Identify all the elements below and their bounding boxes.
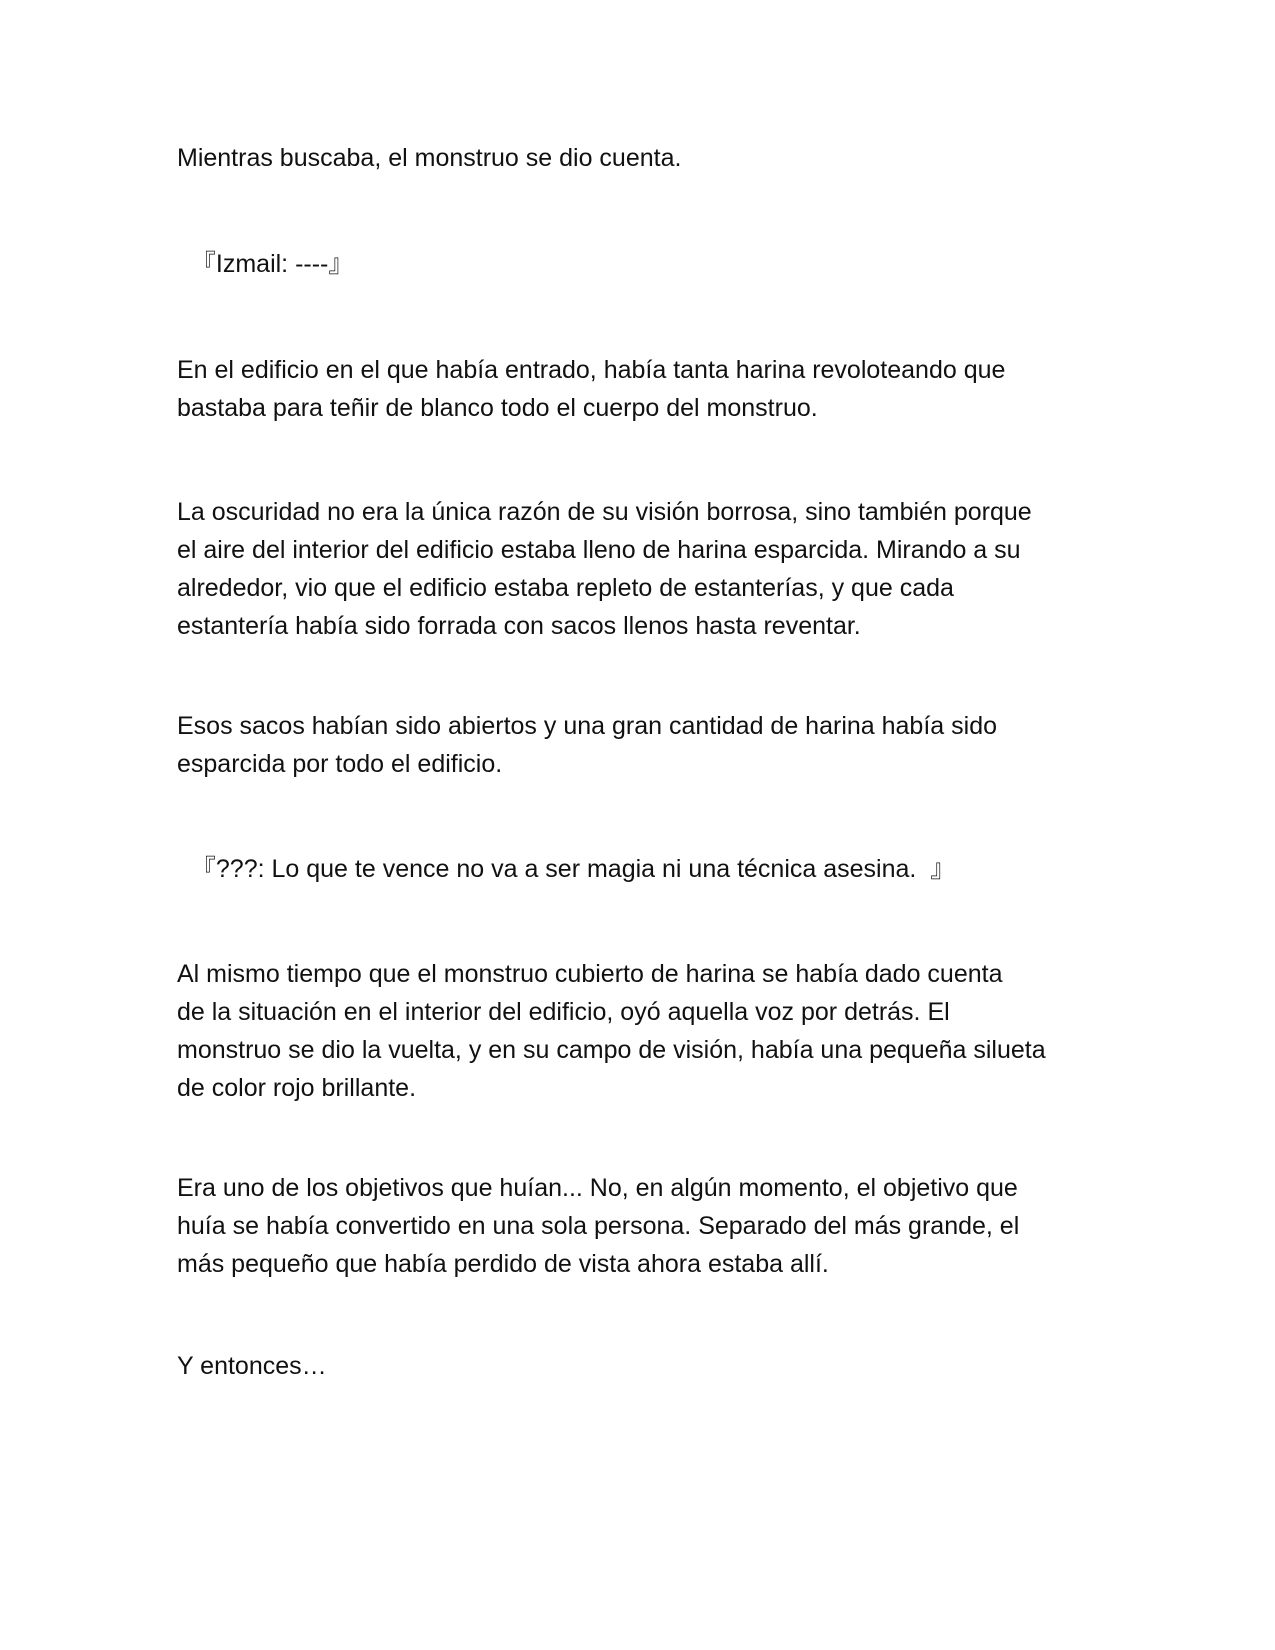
text-line: 『???: Lo que te vence no va a ser magia ni una técnica asesina. 』 — [177, 855, 956, 883]
paragraph-9 — [177, 1347, 1107, 1385]
text-line: de color rojo brillante. — [177, 1074, 417, 1102]
dialogue-unknown — [177, 850, 1107, 888]
text-line: el aire del interior del edificio estaba lleno de harina esparcida. Mirando a su — [177, 536, 1021, 564]
text-line: La oscuridad no era la única razón de su visión borrosa, sino también porque — [177, 498, 1032, 526]
text-line: Y entonces… — [177, 1352, 327, 1380]
text-line: Al mismo tiempo que el monstruo cubierto de harina se había dado cuenta — [177, 960, 1003, 988]
text-line: alrededor, vio que el edificio estaba repleto de estanterías, y que cada — [177, 574, 954, 602]
paragraph-1 — [177, 139, 1107, 177]
paragraph-3 — [177, 351, 1107, 427]
text-line: Mientras buscaba, el monstruo se dio cuenta. — [177, 144, 682, 172]
paragraph-7 — [177, 955, 1107, 1107]
paragraph-8 — [177, 1169, 1107, 1283]
dialogue-izmail — [177, 245, 1107, 283]
text-line: más pequeño que había perdido de vista ahora estaba allí. — [177, 1250, 829, 1278]
paragraph-5 — [177, 707, 1107, 783]
text-line: huía se había convertido en una sola persona. Separado del más grande, el — [177, 1212, 1020, 1240]
text-line: monstruo se dio la vuelta, y en su campo de visión, había una pequeña silueta — [177, 1036, 1046, 1064]
text-line: 『Izmail: ----』 — [177, 250, 354, 278]
text-line: bastaba para teñir de blanco todo el cuerpo del monstruo. — [177, 394, 818, 422]
text-line: de la situación en el interior del edificio, oyó aquella voz por detrás. El — [177, 998, 950, 1026]
paragraph-4 — [177, 493, 1107, 645]
text-line: En el edificio en el que había entrado, había tanta harina revoloteando que — [177, 356, 1006, 384]
text-line: estantería había sido forrada con sacos llenos hasta reventar. — [177, 612, 861, 640]
text-line: esparcida por todo el edificio. — [177, 750, 503, 778]
text-line: Esos sacos habían sido abiertos y una gran cantidad de harina había sido — [177, 712, 997, 740]
text-line: Era uno de los objetivos que huían... No, en algún momento, el objetivo que — [177, 1174, 1018, 1202]
